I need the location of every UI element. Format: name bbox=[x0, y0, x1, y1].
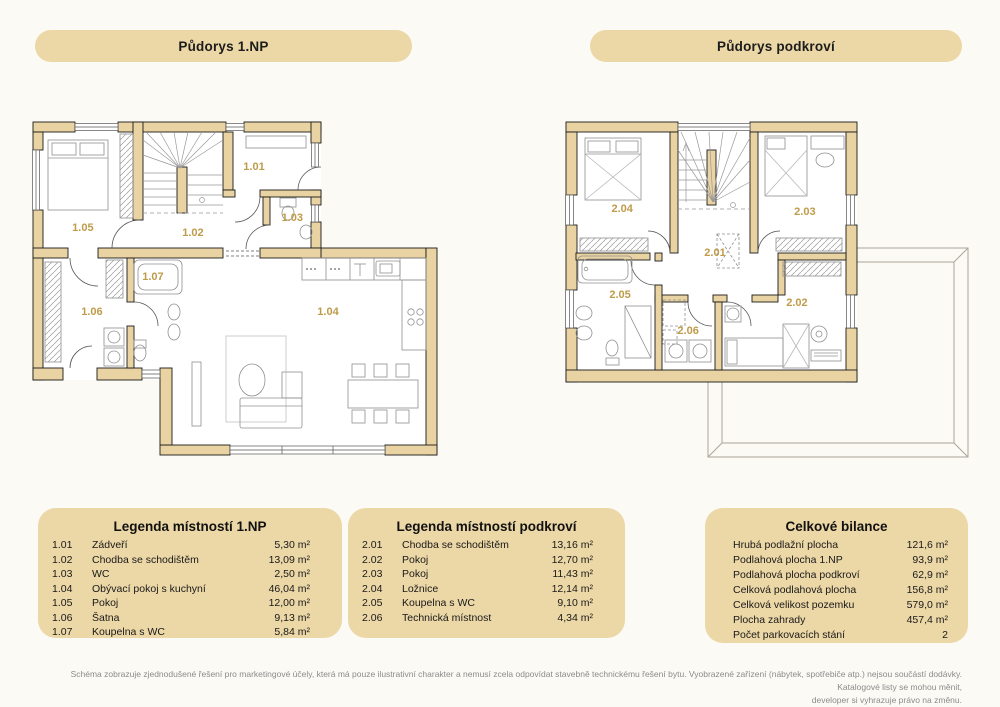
plan-title-1np bbox=[35, 30, 412, 62]
room-label-1.02: 1.02 bbox=[182, 226, 204, 239]
disclaimer-line1: Schéma zobrazuje zjednodušené řešení pro marketingové účely, která má pouze ilustrativní charakter a nemusí zcela odpovídat stavebně technickému řešení bytu. Vyobrazené zařízení (nábytek, spotřebiče atp.) nejsou součástí dodávky. Katalogové listy se mohou měnit, bbox=[70, 669, 962, 692]
room-label-2.04: 2.04 bbox=[611, 203, 633, 215]
room-label-1.04: 1.04 bbox=[317, 305, 339, 318]
legend-code: 2.03 bbox=[362, 568, 383, 580]
legend-row bbox=[348, 596, 625, 611]
legend-rname: Chodba se schodištěm bbox=[92, 553, 199, 566]
legend-row bbox=[38, 582, 342, 597]
room-label-2.02: 2.02 bbox=[786, 296, 808, 309]
legend-area: 12,14 m² bbox=[551, 582, 593, 595]
legend-row bbox=[348, 567, 625, 582]
legend-1np-rows bbox=[38, 538, 342, 640]
legend-rname: Koupelna s WC bbox=[92, 626, 165, 638]
summary-row bbox=[705, 598, 968, 613]
legend-1np bbox=[38, 508, 342, 638]
summary-label: Podlahová plocha 1.NP bbox=[733, 554, 843, 566]
summary-value: 156,8 m² bbox=[906, 584, 948, 596]
legend-area: 9,13 m² bbox=[274, 611, 310, 624]
legend-code: 1.06 bbox=[52, 611, 73, 624]
room-label-1.05: 1.05 bbox=[72, 221, 94, 234]
legend-rname: WC bbox=[92, 568, 110, 580]
legend-rname: Chodba se schodištěm bbox=[402, 539, 509, 551]
legend-row bbox=[38, 538, 342, 553]
legend-rname: Zádveří bbox=[92, 539, 128, 551]
legend-area: 5,30 m² bbox=[274, 539, 310, 551]
summary-value: 93,9 m² bbox=[912, 554, 948, 566]
room-label-2.01: 2.01 bbox=[704, 246, 726, 259]
legend-rname: Pokoj bbox=[92, 597, 119, 609]
summary-row bbox=[705, 568, 968, 583]
legend-row bbox=[38, 625, 342, 640]
legend-code: 1.02 bbox=[52, 553, 73, 566]
legend-code: 2.01 bbox=[362, 539, 383, 551]
legend-rname: Pokoj bbox=[402, 553, 429, 566]
summary-title: Celkové bilance bbox=[785, 519, 888, 534]
summary-row bbox=[705, 583, 968, 598]
legend-area: 4,34 m² bbox=[557, 611, 593, 624]
legend-row bbox=[348, 582, 625, 597]
legend-area: 12,00 m² bbox=[268, 597, 310, 609]
legend-row bbox=[38, 611, 342, 626]
legend-podkrovi-rows bbox=[348, 538, 625, 625]
plan-title-1np-label: Půdorys 1.NP bbox=[178, 38, 269, 54]
legend-rname: Ložnice bbox=[402, 582, 439, 595]
legend-1np-title: Legenda místností 1.NP bbox=[113, 519, 267, 534]
legend-rname: Koupelna s WC bbox=[402, 597, 475, 609]
legend-area: 9,10 m² bbox=[557, 597, 593, 609]
disclaimer bbox=[38, 668, 962, 707]
room-label-1.06: 1.06 bbox=[81, 305, 103, 318]
legend-code: 2.02 bbox=[362, 553, 383, 566]
summary-value: 579,0 m² bbox=[906, 599, 948, 611]
legend-row bbox=[348, 611, 625, 626]
legend-code: 2.05 bbox=[362, 597, 383, 609]
room-label-1.01: 1.01 bbox=[243, 161, 265, 174]
room-label-2.06: 2.06 bbox=[677, 325, 699, 338]
legend-row bbox=[348, 553, 625, 568]
plan-title-podkrovi bbox=[590, 30, 962, 62]
legend-rname: Šatna bbox=[92, 611, 120, 624]
legend-area: 2,50 m² bbox=[274, 568, 310, 580]
legend-row bbox=[38, 596, 342, 611]
legend-area: 5,84 m² bbox=[274, 626, 310, 638]
legend-code: 2.06 bbox=[362, 611, 383, 624]
legend-area: 13,16 m² bbox=[551, 539, 593, 551]
legend-area: 11,43 m² bbox=[552, 568, 593, 580]
summary-label: Podlahová plocha podkroví bbox=[733, 569, 860, 581]
legend-row bbox=[38, 553, 342, 568]
summary-row bbox=[705, 538, 968, 553]
summary-label: Plocha zahrady bbox=[733, 614, 806, 626]
legend-rname: Technická místnost bbox=[402, 611, 492, 624]
legend-area: 13,09 m² bbox=[268, 553, 310, 566]
summary-value: 121,6 m² bbox=[906, 539, 948, 551]
footprint bbox=[33, 122, 437, 455]
summary-label: Hrubá podlažní plocha bbox=[733, 539, 839, 551]
room-label-2.05: 2.05 bbox=[609, 289, 631, 302]
legend-code: 1.04 bbox=[52, 582, 73, 595]
room-label-2.03: 2.03 bbox=[794, 205, 816, 218]
summary-row bbox=[705, 613, 968, 628]
legend-code: 2.04 bbox=[362, 582, 383, 595]
summary-label: Celková podlahová plocha bbox=[733, 584, 857, 596]
disclaimer-line2: developer si vyhrazuje právo na změnu. bbox=[811, 695, 962, 705]
summary-box bbox=[705, 508, 968, 643]
summary-rows bbox=[705, 538, 968, 643]
legend-podkrovi-title: Legenda místností podkroví bbox=[396, 519, 577, 534]
legend-code: 1.01 bbox=[52, 539, 73, 551]
plan-title-podkrovi-label: Půdorys podkroví bbox=[717, 38, 835, 54]
summary-value: 2 bbox=[942, 629, 948, 641]
legend-code: 1.07 bbox=[52, 626, 73, 638]
summary-value: 457,4 m² bbox=[906, 614, 948, 626]
legend-code: 1.03 bbox=[52, 568, 73, 580]
legend-area: 46,04 m² bbox=[268, 582, 310, 595]
legend-row bbox=[348, 538, 625, 553]
legend-code: 1.05 bbox=[52, 597, 73, 609]
floorplan-1np bbox=[30, 110, 460, 465]
summary-label: Celková velikost pozemku bbox=[733, 599, 855, 611]
legend-area: 12,70 m² bbox=[551, 553, 593, 566]
summary-row bbox=[705, 628, 968, 643]
room-label-1.07: 1.07 bbox=[142, 270, 164, 283]
legend-podkrovi bbox=[348, 508, 625, 638]
summary-value: 62,9 m² bbox=[912, 569, 948, 581]
legend-row bbox=[38, 567, 342, 582]
floorplan-podkrovi bbox=[555, 110, 975, 470]
legend-rname: Pokoj bbox=[402, 568, 429, 580]
room-label-1.03: 1.03 bbox=[281, 211, 304, 224]
legend-rname: Obývací pokoj s kuchyní bbox=[92, 582, 206, 595]
summary-label: Počet parkovacích stání bbox=[733, 629, 846, 641]
summary-row bbox=[705, 553, 968, 568]
